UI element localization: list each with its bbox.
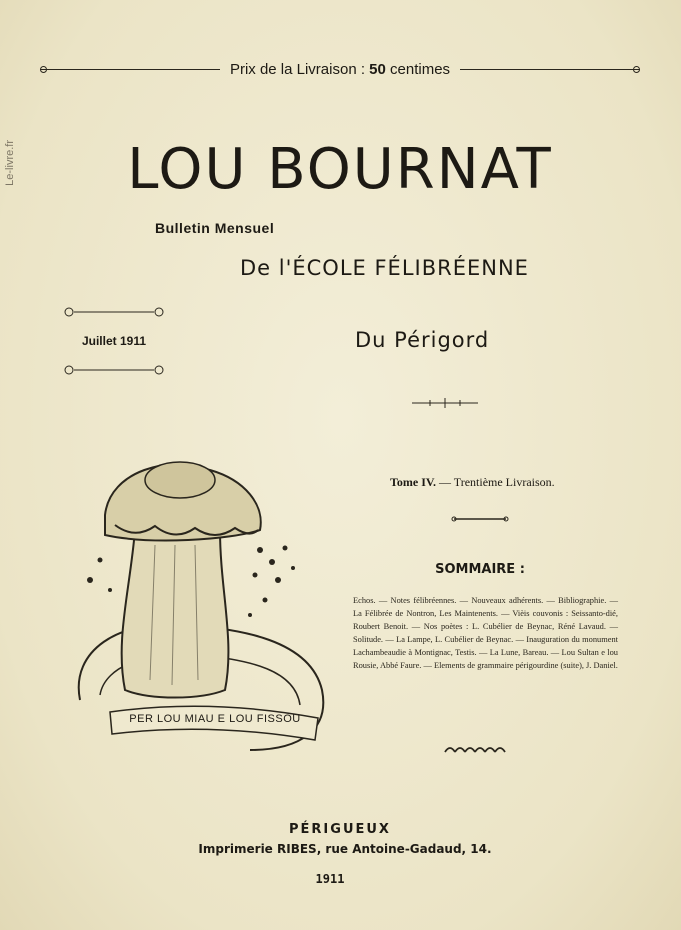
price-prefix: Prix de la Livraison :: [229, 60, 365, 78]
journal-subtitle: Bulletin Mensuel: [155, 220, 275, 236]
issue-date: Juillet 1911: [81, 334, 147, 348]
region-name: Du Périgord: [355, 328, 490, 352]
tome-line: [390, 475, 555, 490]
imprint-year: 1911: [315, 872, 345, 886]
small-divider-icon: [450, 514, 510, 524]
date-box: [62, 306, 166, 376]
price-amount: 50: [369, 60, 386, 78]
sommaire-title: SOMMAIRE :: [435, 562, 525, 577]
divider-ornament-icon: [410, 396, 480, 410]
imprint-city: PÉRIGUEUX: [289, 822, 391, 837]
end-ornament-icon: [440, 742, 510, 756]
livraison-number: — Trentième Livraison.: [439, 475, 555, 489]
journal-title: LOU BOURNAT: [127, 137, 553, 202]
right-rule: [460, 69, 640, 70]
price-unit: centimes: [390, 60, 451, 78]
sommaire-body: Echos. — Notes félibréennes. — Nouveaux adhérents. — Bibliographie. — La Félibrée de Nontron, Les Maintenents. — Vièis couvonis : Seissanto-dié, Roubert Benoit. — Nos poètes : L. Cubélier de Beynac, Réné Lavaud. — Solitude. — La Lampe, L. Cubélier de Beynac. — Inauguration du monument Lachambeaudie à Montignac, Testis. — La Lune, Bareau. — Lou Sultan e lou Rousie, Abbé Faure. — Elements de grammaire périgourdine (suite), J. Daniel.: [353, 596, 618, 670]
left-rule: [40, 69, 220, 70]
illustration-banner: PER LOU MIAU E LOU FISSOU: [129, 713, 301, 725]
school-name: De l'ÉCOLE FÉLIBRÉENNE: [240, 256, 529, 280]
watermark-text: Le-livre.fr: [4, 140, 16, 186]
tome-number: Tome IV.: [390, 475, 437, 489]
price-line: [40, 58, 640, 80]
price-label: [220, 61, 460, 78]
imprint-printer: Imprimerie RIBES, rue Antoine-Gadaud, 14.: [198, 842, 492, 856]
mushroom-illustration-icon: [60, 450, 340, 780]
